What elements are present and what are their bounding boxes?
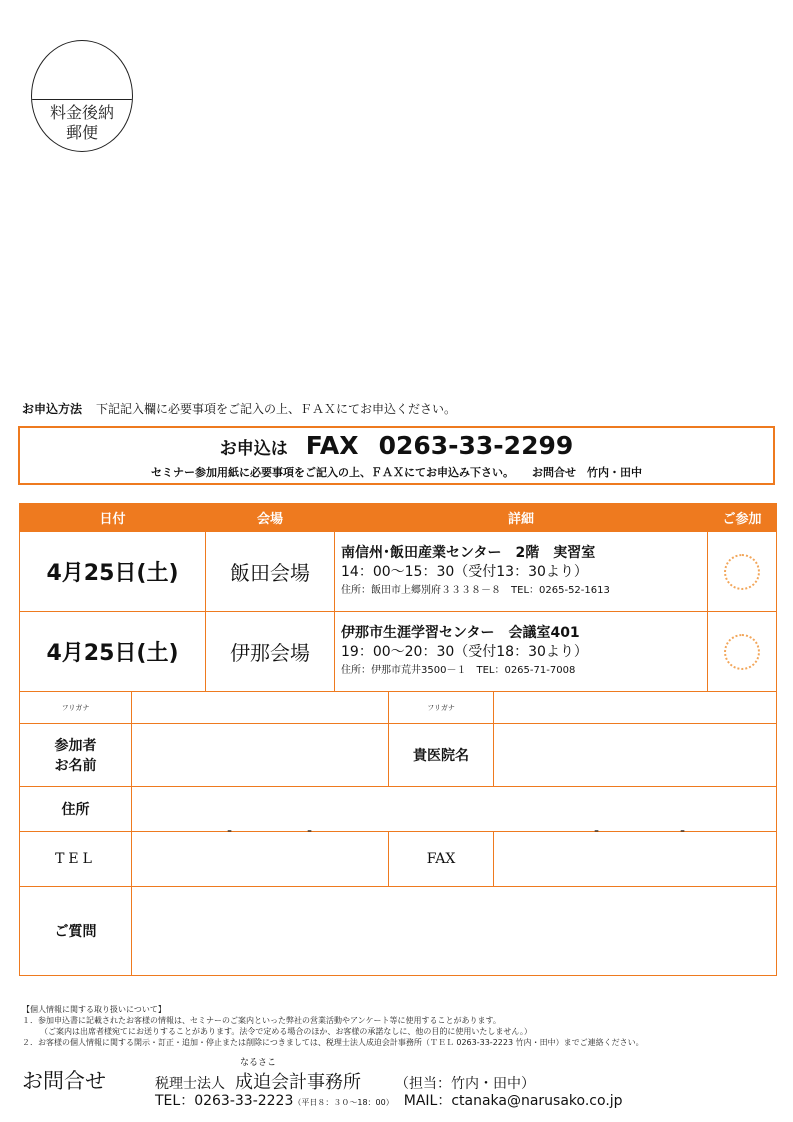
participant-row bbox=[20, 724, 777, 787]
session-address: 住所：飯田市上郷別府３３３８－８ TEL：0265-52-1613 bbox=[341, 585, 610, 596]
footer-tel-line bbox=[155, 1090, 623, 1110]
tel-dash-2: - bbox=[307, 823, 313, 839]
tel-label: TEL bbox=[20, 832, 132, 887]
stamp-line2: 郵便 bbox=[65, 123, 98, 142]
session-date: 4月25日(土) bbox=[20, 612, 206, 692]
participant-name-field[interactable] bbox=[132, 724, 389, 787]
session-detail bbox=[335, 532, 708, 612]
firm-ruby: なるさこ bbox=[240, 1058, 277, 1068]
privacy-item-1: １．参加申込書に記載されたお客様の情報は、セミナーのご案内といった弊社の営業活動やアンケート等に使用することがあります。 bbox=[22, 1016, 501, 1025]
method-label: お申込方法 bbox=[22, 402, 83, 416]
question-label: ご質問 bbox=[20, 887, 132, 976]
tel-fax-row bbox=[20, 832, 777, 887]
method-text: 下記記入欄に必要事項をご記入の上、ＦＡＸにてお申込ください。 bbox=[96, 402, 457, 416]
firm-tantou: （担当：竹内・田中） bbox=[395, 1076, 535, 1092]
furigana-label: フリガナ bbox=[20, 692, 132, 724]
fax-subline bbox=[20, 464, 773, 480]
fax-instructions: セミナー参加用紙に必要事項をご記入の上、ＦＡＸにてお申込み下さい。 bbox=[151, 466, 514, 479]
session-venue: 飯田会場 bbox=[206, 532, 335, 612]
firm-type: 税理士法人 bbox=[155, 1076, 225, 1092]
footer-tel: TEL：0263-33-2223 bbox=[155, 1093, 294, 1109]
participant-label-line2: お名前 bbox=[54, 758, 97, 774]
question-field[interactable] bbox=[132, 887, 777, 976]
footer-hours: （平日８：３０～18：00） bbox=[293, 1098, 394, 1107]
privacy-title: 【個人情報に関する取り扱いについて】 bbox=[22, 1005, 166, 1014]
clinic-label: 貴医院名 bbox=[389, 724, 494, 787]
header-venue: 会場 bbox=[206, 504, 335, 532]
fax-prefix: お申込は bbox=[219, 439, 288, 459]
session-detail bbox=[335, 612, 708, 692]
furigana-label-clinic: フリガナ bbox=[389, 692, 494, 724]
tel-dash-1: - bbox=[227, 823, 233, 839]
session-place: 南信州･飯田産業センター 2階 実習室 bbox=[341, 545, 596, 561]
session-address: 住所：伊那市荒井3500－１ TEL：0265-71-7008 bbox=[341, 665, 576, 676]
privacy-notice bbox=[22, 1004, 644, 1048]
address-label: 住所 bbox=[20, 787, 132, 832]
attend-check-ina[interactable] bbox=[708, 612, 777, 692]
stamp-line1: 料金後納 bbox=[49, 103, 114, 122]
session-row-ina bbox=[20, 612, 777, 692]
fax-number: 0263-33-2299 bbox=[378, 431, 574, 460]
session-venue: 伊那会場 bbox=[206, 612, 335, 692]
address-row bbox=[20, 787, 777, 832]
session-time: 14：00～15：30（受付13：30より） bbox=[341, 564, 588, 580]
fax-field-label: FAX bbox=[389, 832, 494, 887]
participant-label-line1: 参加者 bbox=[54, 738, 97, 754]
stamp-divider bbox=[32, 99, 132, 100]
header-attend: ご参加 bbox=[708, 504, 777, 532]
clinic-name-field[interactable] bbox=[494, 724, 777, 787]
furigana-name-field[interactable] bbox=[132, 692, 389, 724]
fax-dash-2: - bbox=[680, 823, 686, 839]
firm-name: 成迫会計事務所 bbox=[235, 1072, 361, 1093]
session-time: 19：00～20：30（受付18：30より） bbox=[341, 644, 588, 660]
fax-label: FAX bbox=[305, 431, 359, 460]
fax-dash-1: - bbox=[594, 823, 600, 839]
participant-label bbox=[20, 724, 132, 787]
footer-mail[interactable]: MAIL：ctanaka@narusako.co.jp bbox=[403, 1093, 623, 1109]
session-place: 伊那市生涯学習センター 会議室401 bbox=[341, 625, 580, 641]
form-header-row bbox=[20, 504, 777, 532]
furigana-row bbox=[20, 692, 777, 724]
session-row-iida bbox=[20, 532, 777, 612]
question-row bbox=[20, 887, 777, 976]
header-date: 日付 bbox=[20, 504, 206, 532]
application-method bbox=[22, 400, 456, 417]
privacy-item-1b: （ご案内は出席者様宛てにお送りすることがあります。法令で定める場合のほか、お客様の承諾なしに、他の目的に使用いたしません。） bbox=[40, 1027, 532, 1036]
fax-contact: お問合せ 竹内・田中 bbox=[532, 466, 642, 479]
attend-circle-icon[interactable] bbox=[724, 634, 760, 670]
attend-check-iida[interactable] bbox=[708, 532, 777, 612]
application-form bbox=[19, 503, 777, 976]
header-detail: 詳細 bbox=[335, 504, 708, 532]
attend-circle-icon[interactable] bbox=[724, 554, 760, 590]
stamp-text bbox=[32, 103, 132, 143]
footer-contact-label: お問合せ bbox=[22, 1069, 106, 1093]
tel-field[interactable] bbox=[132, 823, 389, 887]
fax-field[interactable] bbox=[494, 823, 777, 887]
furigana-clinic-field[interactable] bbox=[494, 692, 777, 724]
fax-box bbox=[18, 426, 775, 485]
postage-stamp bbox=[31, 40, 133, 152]
privacy-item-2: ２．お客様の個人情報に関する開示・訂正・追加・停止または削除につきましては、税理士法人成迫会計事務所（ＴＥＬ 0263-33-2223 竹内・田中）までご連絡ください。 bbox=[22, 1038, 644, 1047]
session-date: 4月25日(土) bbox=[20, 532, 206, 612]
fax-title bbox=[20, 431, 773, 460]
